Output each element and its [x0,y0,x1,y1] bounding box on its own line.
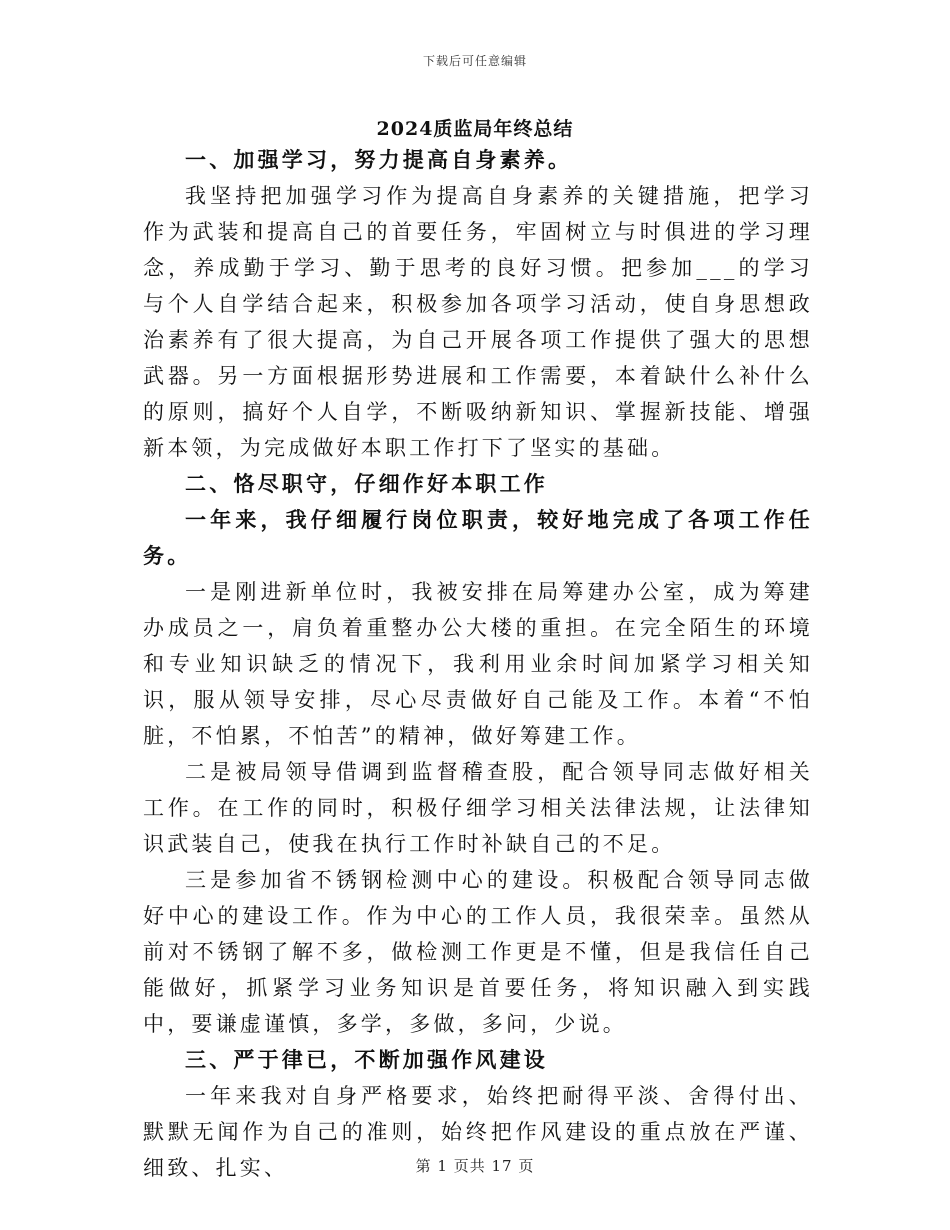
document-title: 2024质监局年终总结 [376,118,574,140]
document-body [143,142,813,1186]
section-heading-1: 一、加强学习，努力提高自身素养。 [185,147,573,172]
section-heading-2: 二、恪尽职守，仔细作好本职工作 [185,471,548,496]
section-heading-3: 三、严于律已，不断加强作风建设 [185,1047,548,1072]
paragraph-discipline: 一年来我对自身严格要求，始终把耐得平淡、舍得付出、默默无闻作为自己的准则，始终把作风建设的重点放在严谨、细致、扎实、 [143,1084,813,1180]
paragraph-learning: 我坚持把加强学习作为提高自身素养的关键措施，把学习作为武装和提高自己的首要任务，牢固树立与时俱进的学习理念，养成勤于学习、勤于思考的良好习惯。把参加___的学习与个人自学结合起来，积极参加各项学习活动，使自身思想政治素养有了很大提高，为自己开展各项工作提供了强大的思想武器。另一方面根据形势进展和工作需要，本着缺什么补什么的原则，搞好个人自学，不断吸纳新知识、掌握新技能、增强新本领，为完成做好本职工作打下了坚实的基础。 [143,184,813,460]
paragraph-item-3: 三是参加省不锈钢检测中心的建设。积极配合领导同志做好中心的建设工作。作为中心的工作人员，我很荣幸。虽然从前对不锈钢了解不多，做检测工作更是不懂，但是我信任自己能做好，抓紧学习业务知识是首要任务，将知识融入到实践中，要谦虚谨慎，多学，多做，多问，少说。 [143,868,813,1036]
paragraph-item-1: 一是刚进新单位时，我被安排在局筹建办公室，成为筹建办成员之一，肩负着重整办公大楼的重担。在完全陌生的环境和专业知识缺乏的情况下，我利用业余时间加紧学习相关知识，服从领导安排，尽心尽责做好自己能及工作。本着“不怕脏，不怕累，不怕苦”的精神，做好筹建工作。 [143,580,813,748]
paragraph-item-2: 二是被局领导借调到监督稽查股，配合领导同志做好相关工作。在工作的同时，积极仔细学习相关法律法规，让法律知识武装自己，使我在执行工作时补缺自己的不足。 [143,760,813,856]
section-summary-2: 一年来，我仔细履行岗位职责，较好地完成了各项工作任务。 [143,507,813,568]
page-header-note: 下载后可任意编辑 [422,54,527,68]
page-number: 第 1 页共 17 页 [415,1157,535,1175]
